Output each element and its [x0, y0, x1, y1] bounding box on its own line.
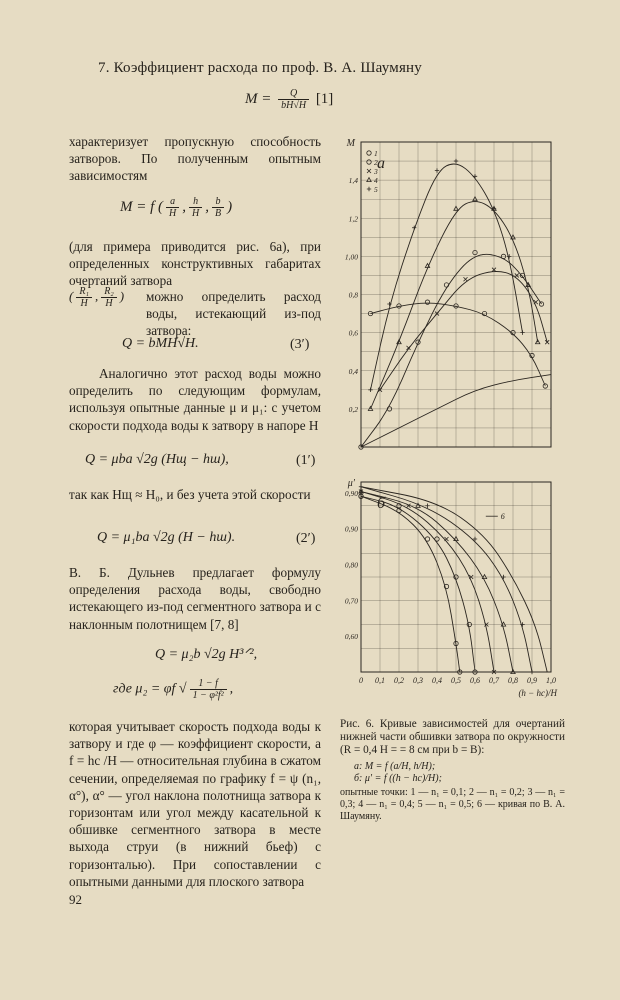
eq5-tail: ,: [229, 681, 234, 697]
eq-m-h-den: H: [192, 208, 200, 219]
panel-title: а: [377, 155, 385, 172]
caption-legend: опытные точки: 1 — n₁ = 0,1; 2 — n₁ = 0,2; 3 — n₁ = 0,3; 4 — n₁ = 0,4; 5 — n₁ = 0,5; 6 — кривая по В. А. Шаумяну.: [340, 786, 565, 822]
panel-title: б: [377, 495, 386, 512]
series-line-1: [361, 496, 460, 672]
paragraph-2b: можно определить расход воды, истекающий из-под затвора:: [146, 289, 321, 339]
y-tick-label: 1,00: [344, 252, 358, 262]
figure-caption: [340, 718, 565, 823]
paragraph-2: (для примера приводится рис. 6а), при определенных конструктивных габаритах очертаний затвора: [69, 239, 321, 289]
formula-main-fraction: [278, 88, 309, 111]
x-tick-label: 0,6: [470, 676, 480, 685]
paragraph-6: которая учитывает скорость подхода воды к затвору и где φ — коэффициент скорости, а f = hс /H — относительная глубина в сжатом сечении, определяемая по графику f = ψ (n₁, α°), α° — угол наклона полотнища затвора к горизонтам или угол между касательной к обшивке сегментного затвора в месте выхода струи (в нижний бьеф) с горизонталью). При сопоставлении с опытными данными для плоского затвора: [69, 719, 321, 889]
series-line-3: [361, 492, 494, 673]
x-tick-label: 0,9: [527, 676, 537, 685]
eq5-den: 1 − φ²f²: [192, 690, 224, 701]
eq1-number: (1′): [296, 453, 316, 468]
y-tick-label: 0,70: [344, 596, 358, 606]
x-tick-label: 0,1: [375, 676, 385, 685]
y-axis-label: M: [346, 138, 355, 149]
eq-m-b-den: B: [215, 208, 222, 219]
data-point-5: [368, 388, 372, 392]
legend-marker: [367, 178, 371, 182]
legend-marker: [367, 187, 371, 191]
formula-main-lhs: M =: [245, 90, 272, 107]
series-line-5: [361, 487, 532, 672]
x-axis-label: (h − hс)/H: [518, 688, 557, 698]
legend-entry: 1: [374, 149, 378, 158]
data-point-5: [530, 670, 534, 674]
formula-main-num: Q: [278, 88, 309, 100]
paragraph-5: В. Б. Дульнев предлагает формулу определения расхода воды, свободно истекающего из-под сегментного затвора и с наклонным полотнищем [7, 8]: [69, 565, 321, 632]
r1-den: H: [80, 298, 88, 309]
eq-m-rhs: ): [227, 198, 233, 215]
data-point-1: [425, 537, 429, 541]
data-point-5: [520, 330, 524, 334]
equation-M: M = f ( $\frac{a}{H}$ , $\frac{h}{H}$ , $\frac{b}{B}$ ): [120, 196, 233, 219]
eq5-lhs: где μ₂ = φf: [113, 681, 176, 697]
y-tick-label: 0,8: [348, 290, 358, 300]
data-point-4: [482, 575, 486, 579]
equation-5: где μ₂ = φf √ $\frac{1 - f}{\text{1 − φ²f²}}$ ,: [113, 678, 234, 701]
y-tick-label: 1,2: [348, 214, 358, 224]
data-point-3: [445, 537, 449, 541]
data-point-3: [464, 277, 468, 281]
equation-1: Q = μba √2g (Hщ − hш),: [85, 452, 229, 467]
y-tick-label: 0,6: [348, 328, 358, 338]
y-tick-label: 0,60: [344, 632, 358, 642]
y-tick-label: 0,90: [344, 524, 358, 534]
eq-m-h-num: h: [189, 196, 202, 208]
caption-title: Рис. 6. Кривые зависимостей для очертаний нижней части обшивки затвора по окружности (R = 0,4 H = = 8 см при b = B):: [340, 718, 565, 757]
eq-m-b-num: b: [212, 196, 224, 208]
r2-den: H: [105, 298, 113, 309]
paragraph-4: так как Hщ ≈ H₀, и без учета этой скорости: [69, 487, 311, 502]
x-tick-label: 0,7: [489, 676, 499, 685]
data-point-5: [425, 504, 429, 508]
caption-line-a: а: M = f (a/H, h/H);: [354, 760, 436, 772]
data-point-5: [435, 168, 439, 172]
chart-b-plot: [345, 478, 558, 698]
eq-m-lhs: M = f (: [120, 198, 164, 215]
equation-2: Q = μ₁ba √2g (H − hш).: [97, 530, 236, 545]
r2-num: R₂: [101, 286, 117, 298]
data-point-5: [454, 159, 458, 163]
legend-entry: 4: [374, 176, 378, 185]
y-axis-label: μ′: [347, 478, 355, 489]
data-point-2: [425, 300, 429, 304]
paragraph-3: Аналогично этот расход воды можно определить по следующим формулам, используя опытные данные μ и μ₁: с учетом скорости подхода воды к затвору в напоре H: [69, 366, 321, 433]
formula-main-den: bH√H: [281, 100, 307, 111]
annotation-label: 6: [500, 512, 505, 522]
page-number: 92: [69, 892, 82, 907]
equation-3: [122, 336, 199, 352]
x-tick-label: 0,8: [508, 676, 518, 685]
series-line-1: [361, 254, 542, 447]
legend-entry: 5: [374, 185, 378, 194]
eq-m-a-den: H: [169, 208, 177, 219]
legend-marker: [367, 160, 371, 164]
figure-6b: [335, 470, 565, 710]
y-tick-label: 0,4: [348, 366, 358, 376]
x-tick-label: 1,0: [546, 676, 556, 685]
x-tick-label: 0,2: [394, 676, 404, 685]
legend-marker: [367, 151, 371, 155]
figure-6a: [335, 130, 565, 460]
y-tick-label: 0,90: [344, 488, 358, 498]
data-point-5: [473, 174, 477, 178]
r1-num: R₁: [76, 286, 92, 298]
legend-marker: [367, 169, 371, 173]
x-tick-label: 0,3: [413, 676, 423, 685]
chart-a-plot: [345, 138, 551, 449]
paragraph-1: характеризует пропускную способность затворов. По полученным опытным зависимостям: [69, 134, 321, 184]
y-tick-label: 0,80: [344, 560, 358, 570]
caption-line-b: б: μ′ = f ((h − hс)/H);: [354, 772, 442, 784]
formula-main: [245, 88, 333, 111]
eq3-text: Q = bMH√H.: [122, 336, 199, 351]
equation-4: Q = μ₂b √2g H³ᐟ²,: [155, 647, 258, 662]
legend-entry: 2: [374, 158, 378, 167]
eq5-num: 1 − f: [190, 678, 227, 690]
x-tick-label: 0,5: [451, 676, 461, 685]
data-point-5: [501, 575, 505, 579]
section-heading: 7. Коэффициент расхода по проф. В. А. Шаумяну: [98, 60, 422, 76]
eq2-number: (2′): [296, 531, 316, 546]
legend-entry: 3: [374, 167, 378, 176]
y-tick-label: 1,4: [348, 176, 358, 186]
y-tick-label: 0,2: [348, 404, 358, 414]
x-tick-label: 0: [359, 676, 363, 685]
eq-m-a-num: a: [166, 196, 179, 208]
r-fractions: ( $\frac{\text{R₁}}{H}$ , $\frac{\text{R₂}}{H}$ ): [69, 286, 125, 309]
x-tick-label: 0,4: [432, 676, 442, 685]
formula-main-ref: [1]: [315, 90, 334, 107]
eq3-number: (3′): [290, 337, 310, 352]
